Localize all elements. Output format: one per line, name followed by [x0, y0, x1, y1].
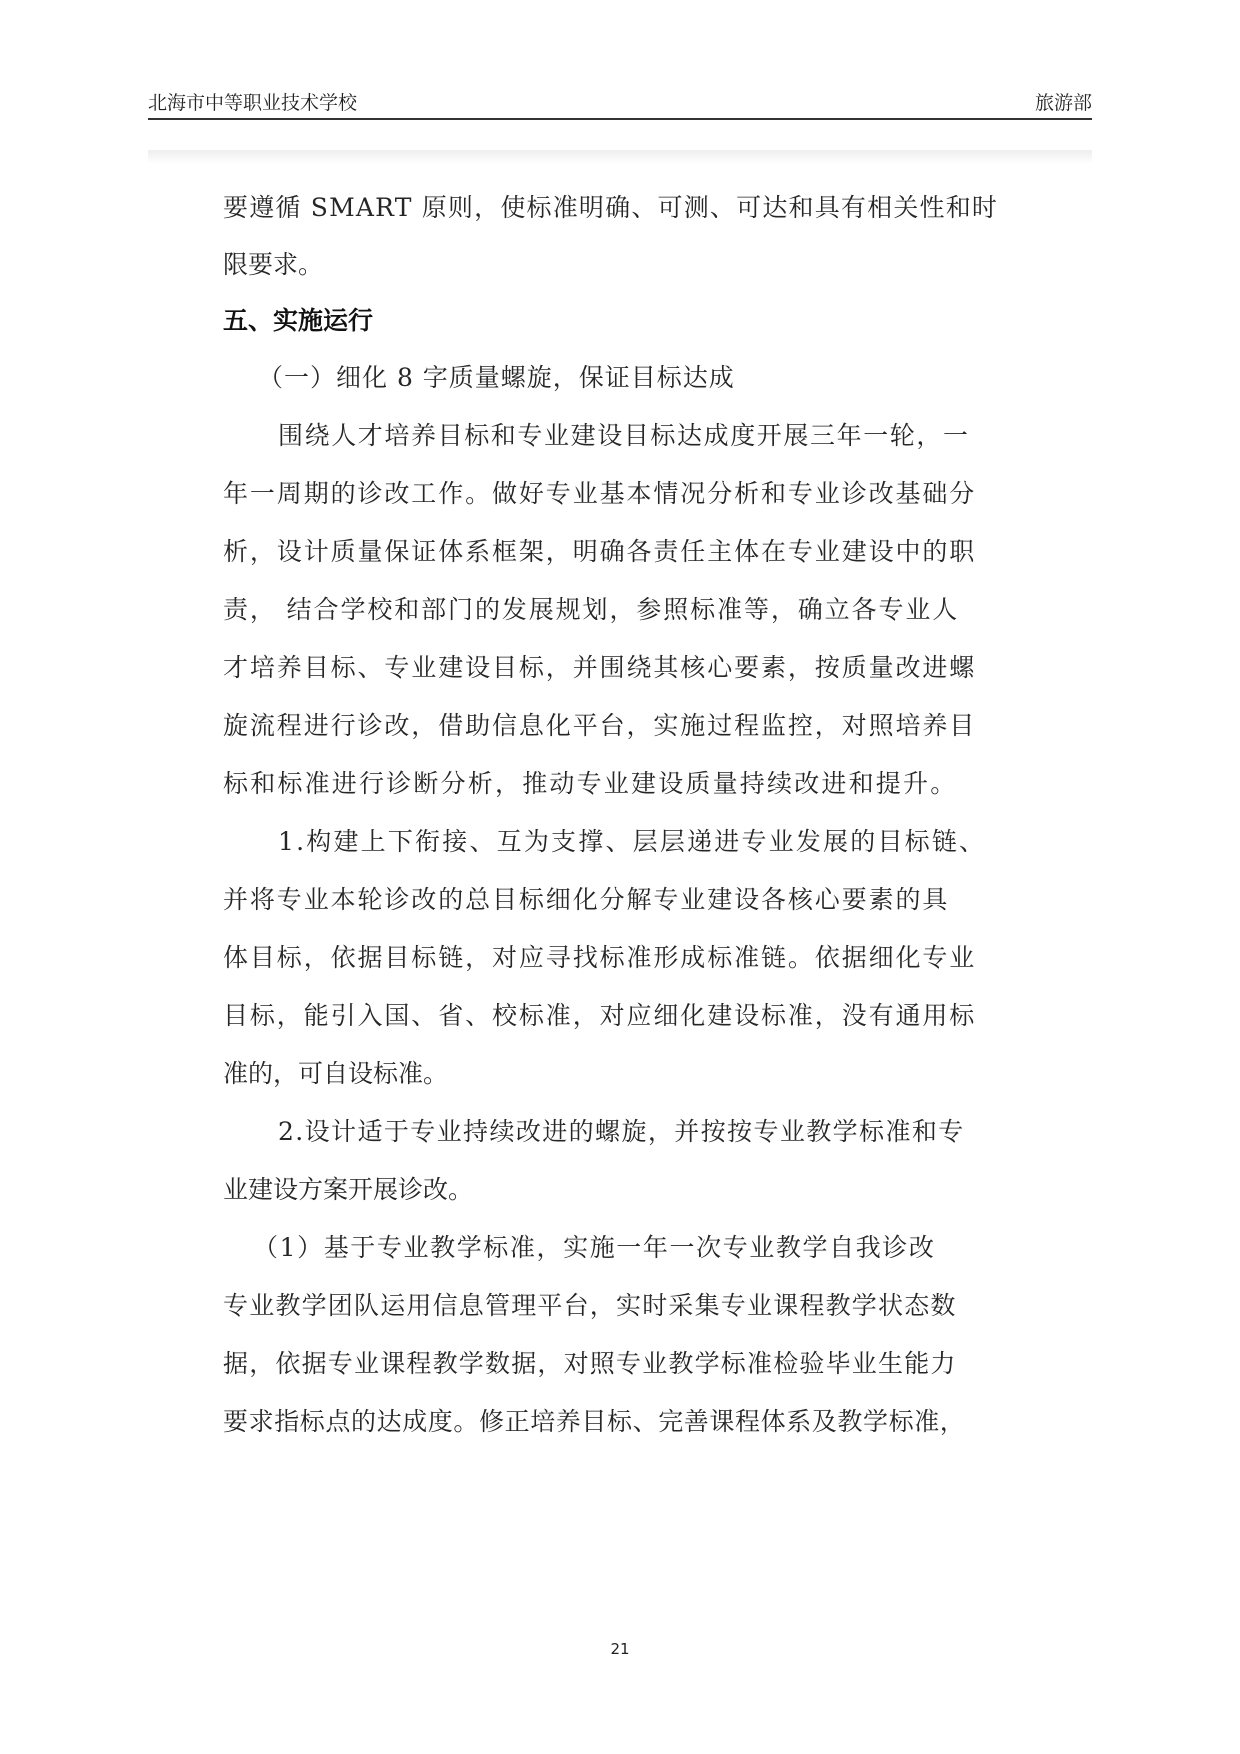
body-line: 1.构建上下衔接、互为支撑、层层递进专业发展的目标链、: [278, 827, 987, 856]
body-line: 限要求。: [223, 250, 324, 279]
body-line: 标和标准进行诊断分析，推动专业建设质量持续改进和提升。: [223, 769, 958, 798]
body-line: 专业教学团队运用信息管理平台，实时采集专业课程教学状态数: [223, 1291, 957, 1320]
body-line: 析，设计质量保证体系框架，明确各责任主体在专业建设中的职: [223, 537, 977, 566]
body-line: 要求指标点的达成度。修正培养目标、完善课程体系及教学标准，: [223, 1407, 966, 1436]
body-line: 准的，可自设标准。: [223, 1059, 449, 1088]
header-school-name: 北海市中等职业技术学校: [148, 92, 358, 114]
body-line: 才培养目标、专业建设目标，并围绕其核心要素，按质量改进螺: [223, 653, 977, 682]
page-number: 21: [610, 1640, 630, 1658]
body-line: 目标，能引入国、省、校标准，对应细化建设标准，没有通用标: [223, 1001, 977, 1030]
subsection-heading: （一）细化 8 字质量螺旋，保证目标达成: [258, 363, 735, 392]
body-line: （1）基于专业教学标准，实施一年一次专业教学自我诊改: [253, 1233, 936, 1262]
body-line: 年一周期的诊改工作。做好专业基本情况分析和专业诊改基础分: [223, 479, 977, 508]
body-line: 要遵循 SMART 原则，使标准明确、可测、可达和具有相关性和时: [223, 193, 999, 222]
body-line: 体目标，依据目标链，对应寻找标准形成标准链。依据细化专业: [223, 943, 977, 972]
page-header: [148, 84, 1092, 120]
header-shadow-divider: [148, 150, 1092, 164]
body-line: 围绕人才培养目标和专业建设目标达成度开展三年一轮，一: [278, 421, 970, 450]
body-line: 旋流程进行诊改，借助信息化平台，实施过程监控，对照培养目: [223, 711, 977, 740]
body-line: 并将专业本轮诊改的总目标细化分解专业建设各核心要素的具: [223, 885, 950, 914]
section-heading: 五、实施运行: [223, 306, 374, 335]
header-department: 旅游部: [1034, 92, 1092, 114]
body-line: 据，依据专业课程教学数据，对照专业教学标准检验毕业生能力: [223, 1349, 957, 1378]
body-line: 业建设方案开展诊改。: [223, 1175, 474, 1204]
body-line: 2.设计适于专业持续改进的螺旋，并按按专业教学标准和专: [278, 1117, 965, 1146]
body-line: 责， 结合学校和部门的发展规划，参照标准等，确立各专业人: [223, 595, 960, 624]
